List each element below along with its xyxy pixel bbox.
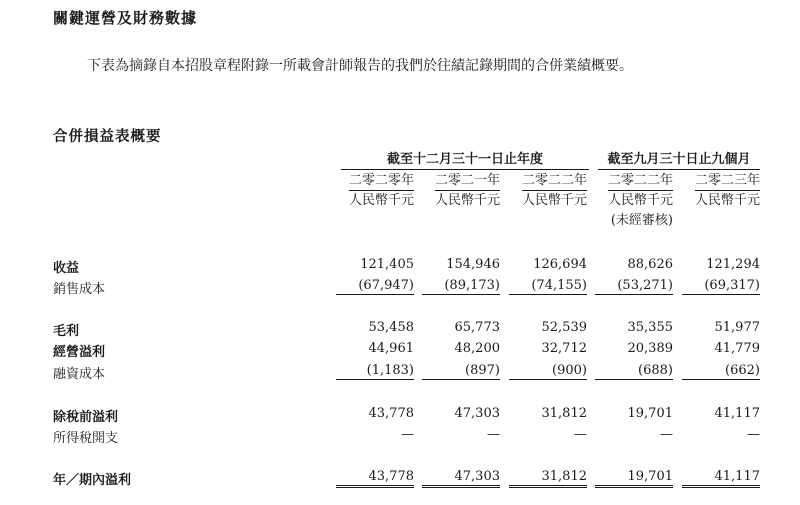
table-cell: 47,303 (454, 406, 500, 421)
table-cell: (53,271) (595, 278, 673, 295)
row-label: 除稅前溢利 (53, 410, 119, 425)
table-cell: (688) (595, 363, 673, 380)
table-cell: 126,694 (533, 257, 587, 272)
column-unit: 人民幣千元 (521, 193, 587, 208)
column-unit: 人民幣千元 (348, 193, 414, 208)
column-header (420, 171, 500, 211)
table-cell: 88,626 (627, 257, 673, 272)
table-cell: 41,117 (682, 469, 760, 488)
table-cell: 44,961 (368, 341, 414, 356)
table-cell: 121,405 (360, 257, 414, 272)
table-cell: 43,778 (368, 406, 414, 421)
row-label: 所得稅開支 (53, 431, 119, 446)
table-cell: 65,773 (454, 320, 500, 335)
table-row (53, 361, 760, 381)
table-cell: 51,977 (714, 320, 760, 335)
row-label: 收益 (53, 261, 80, 276)
table-cell: 19,701 (595, 469, 673, 488)
table-cell: (74,155) (509, 278, 587, 295)
row-label: 融資成本 (53, 367, 106, 382)
table-cell: 20,389 (627, 341, 673, 356)
table-cell: (900) (509, 363, 587, 380)
intro-text: 下表為摘錄自本招股章程附錄一所載會計師報告的我們於往績記錄期間的合併業績概要。 (87, 58, 633, 74)
table-cell: 41,117 (714, 406, 760, 421)
intro-paragraph (53, 52, 758, 80)
table-cell: — (574, 427, 587, 442)
column-header (680, 171, 760, 211)
table-row (53, 255, 760, 275)
table-cell: — (660, 427, 673, 442)
table-row (53, 404, 760, 424)
row-label: 毛利 (53, 324, 80, 339)
table-row (53, 276, 760, 296)
column-year: 二零二一年 (435, 171, 500, 191)
row-label: 年／期內溢利 (53, 473, 132, 488)
column-group-label: 截至十二月三十一日止年度 (386, 152, 543, 167)
column-group-label: 截至九月三十日止九個月 (607, 152, 751, 167)
column-group-header-nine-months (598, 148, 760, 167)
table-cell: (89,173) (422, 278, 500, 295)
table-cell: (1,183) (336, 363, 414, 380)
table-cell: 41,779 (714, 341, 760, 356)
table-cell: 32,712 (541, 341, 587, 356)
table-cell: — (401, 427, 414, 442)
table-cell: 31,812 (509, 469, 587, 488)
column-header (593, 171, 673, 231)
column-unit: 人民幣千元 (694, 193, 760, 208)
table-row (53, 425, 760, 445)
column-unit: 人民幣千元 (607, 193, 673, 208)
table-cell: — (487, 427, 500, 442)
column-year: 二零二二年 (522, 171, 587, 191)
column-year: 二零二二年 (608, 171, 673, 191)
table-cell: 48,200 (454, 341, 500, 356)
table-cell: 43,778 (336, 469, 414, 488)
table-cell: 154,946 (446, 257, 500, 272)
table-cell: (662) (682, 363, 760, 380)
table-cell: (69,317) (682, 278, 760, 295)
column-note: (未經審核) (610, 213, 673, 228)
column-unit: 人民幣千元 (434, 193, 500, 208)
column-group-rule (598, 169, 760, 170)
row-label: 銷售成本 (53, 282, 106, 297)
table-cell: 47,303 (422, 469, 500, 488)
column-group-rule (341, 169, 589, 170)
table-cell: 35,355 (627, 320, 673, 335)
table-row (53, 339, 760, 359)
table-cell: 31,812 (541, 406, 587, 421)
column-group-header-annual (341, 148, 589, 167)
row-label: 經營溢利 (53, 345, 106, 360)
column-year: 二零二三年 (695, 171, 760, 191)
table-cell: (897) (422, 363, 500, 380)
table-title: 合併損益表概要 (53, 128, 162, 145)
table-cell: 52,539 (541, 320, 587, 335)
table-cell: 53,458 (368, 320, 414, 335)
table-row (53, 318, 760, 338)
column-header (507, 171, 587, 211)
section-heading: 關鍵運營及財務數據 (53, 9, 198, 27)
column-header (334, 171, 414, 211)
table-cell: (67,947) (336, 278, 414, 295)
table-row (53, 467, 760, 487)
table-cell: — (747, 427, 760, 442)
table-cell: 121,294 (706, 257, 760, 272)
column-year: 二零二零年 (349, 171, 414, 191)
table-cell: 19,701 (627, 406, 673, 421)
